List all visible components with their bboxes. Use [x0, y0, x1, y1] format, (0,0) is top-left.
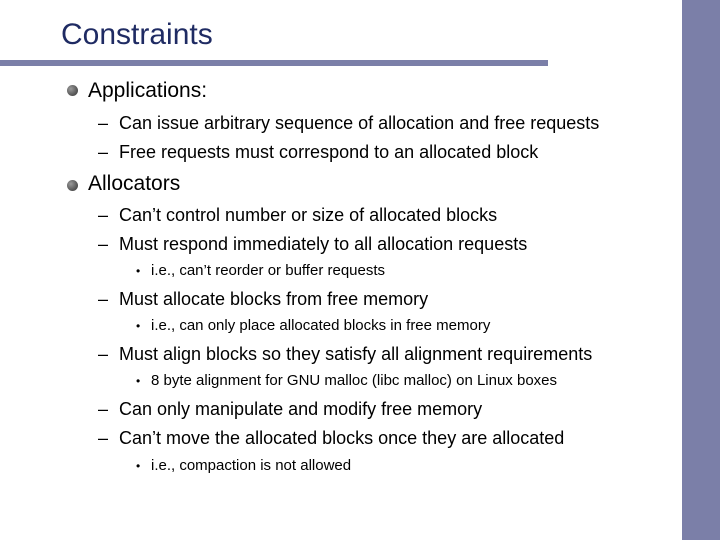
allocators-subitem-3: 8 byte alignment for GNU malloc (libc malloc) on Linux boxes: [151, 372, 558, 389]
bullet-allocators: Allocators: [88, 172, 181, 195]
dash-icon: –: [98, 142, 109, 162]
allocators-item-1: Can’t control number or size of allocated blocks: [119, 205, 498, 225]
allocators-item-3: Must allocate blocks from free memory: [119, 289, 429, 309]
bullet-icon: [67, 180, 78, 191]
dash-icon: –: [98, 113, 109, 133]
right-accent-bar: [682, 0, 720, 540]
allocators-item-6: Can’t move the allocated blocks once they are allocated: [119, 428, 565, 448]
dash-icon: –: [98, 399, 109, 419]
slide-title: Constraints: [61, 18, 213, 51]
applications-item-2: Free requests must correspond to an allocated block: [119, 142, 539, 162]
allocators-subitem-2: i.e., can only place allocated blocks in free memory: [151, 317, 491, 334]
allocators-subitem-4: i.e., compaction is not allowed: [151, 457, 352, 474]
dash-icon: –: [98, 428, 109, 448]
allocators-item-4: Must align blocks so they satisfy all alignment requirements: [119, 344, 593, 364]
allocators-subitem-1: i.e., can’t reorder or buffer requests: [151, 262, 386, 279]
dash-icon: –: [98, 234, 109, 254]
bullet-icon: [67, 85, 78, 96]
dot-icon: •: [136, 264, 141, 278]
dash-icon: –: [98, 344, 109, 364]
allocators-item-2: Must respond immediately to all allocation requests: [119, 234, 528, 254]
applications-item-1: Can issue arbitrary sequence of allocation and free requests: [119, 113, 600, 133]
dot-icon: •: [136, 459, 141, 473]
bullet-applications: Applications:: [88, 79, 208, 102]
dash-icon: –: [98, 205, 109, 225]
dot-icon: •: [136, 319, 141, 333]
title-underline: [0, 60, 548, 66]
dot-icon: •: [136, 374, 141, 388]
dash-icon: –: [98, 289, 109, 309]
allocators-item-5: Can only manipulate and modify free memory: [119, 399, 483, 419]
